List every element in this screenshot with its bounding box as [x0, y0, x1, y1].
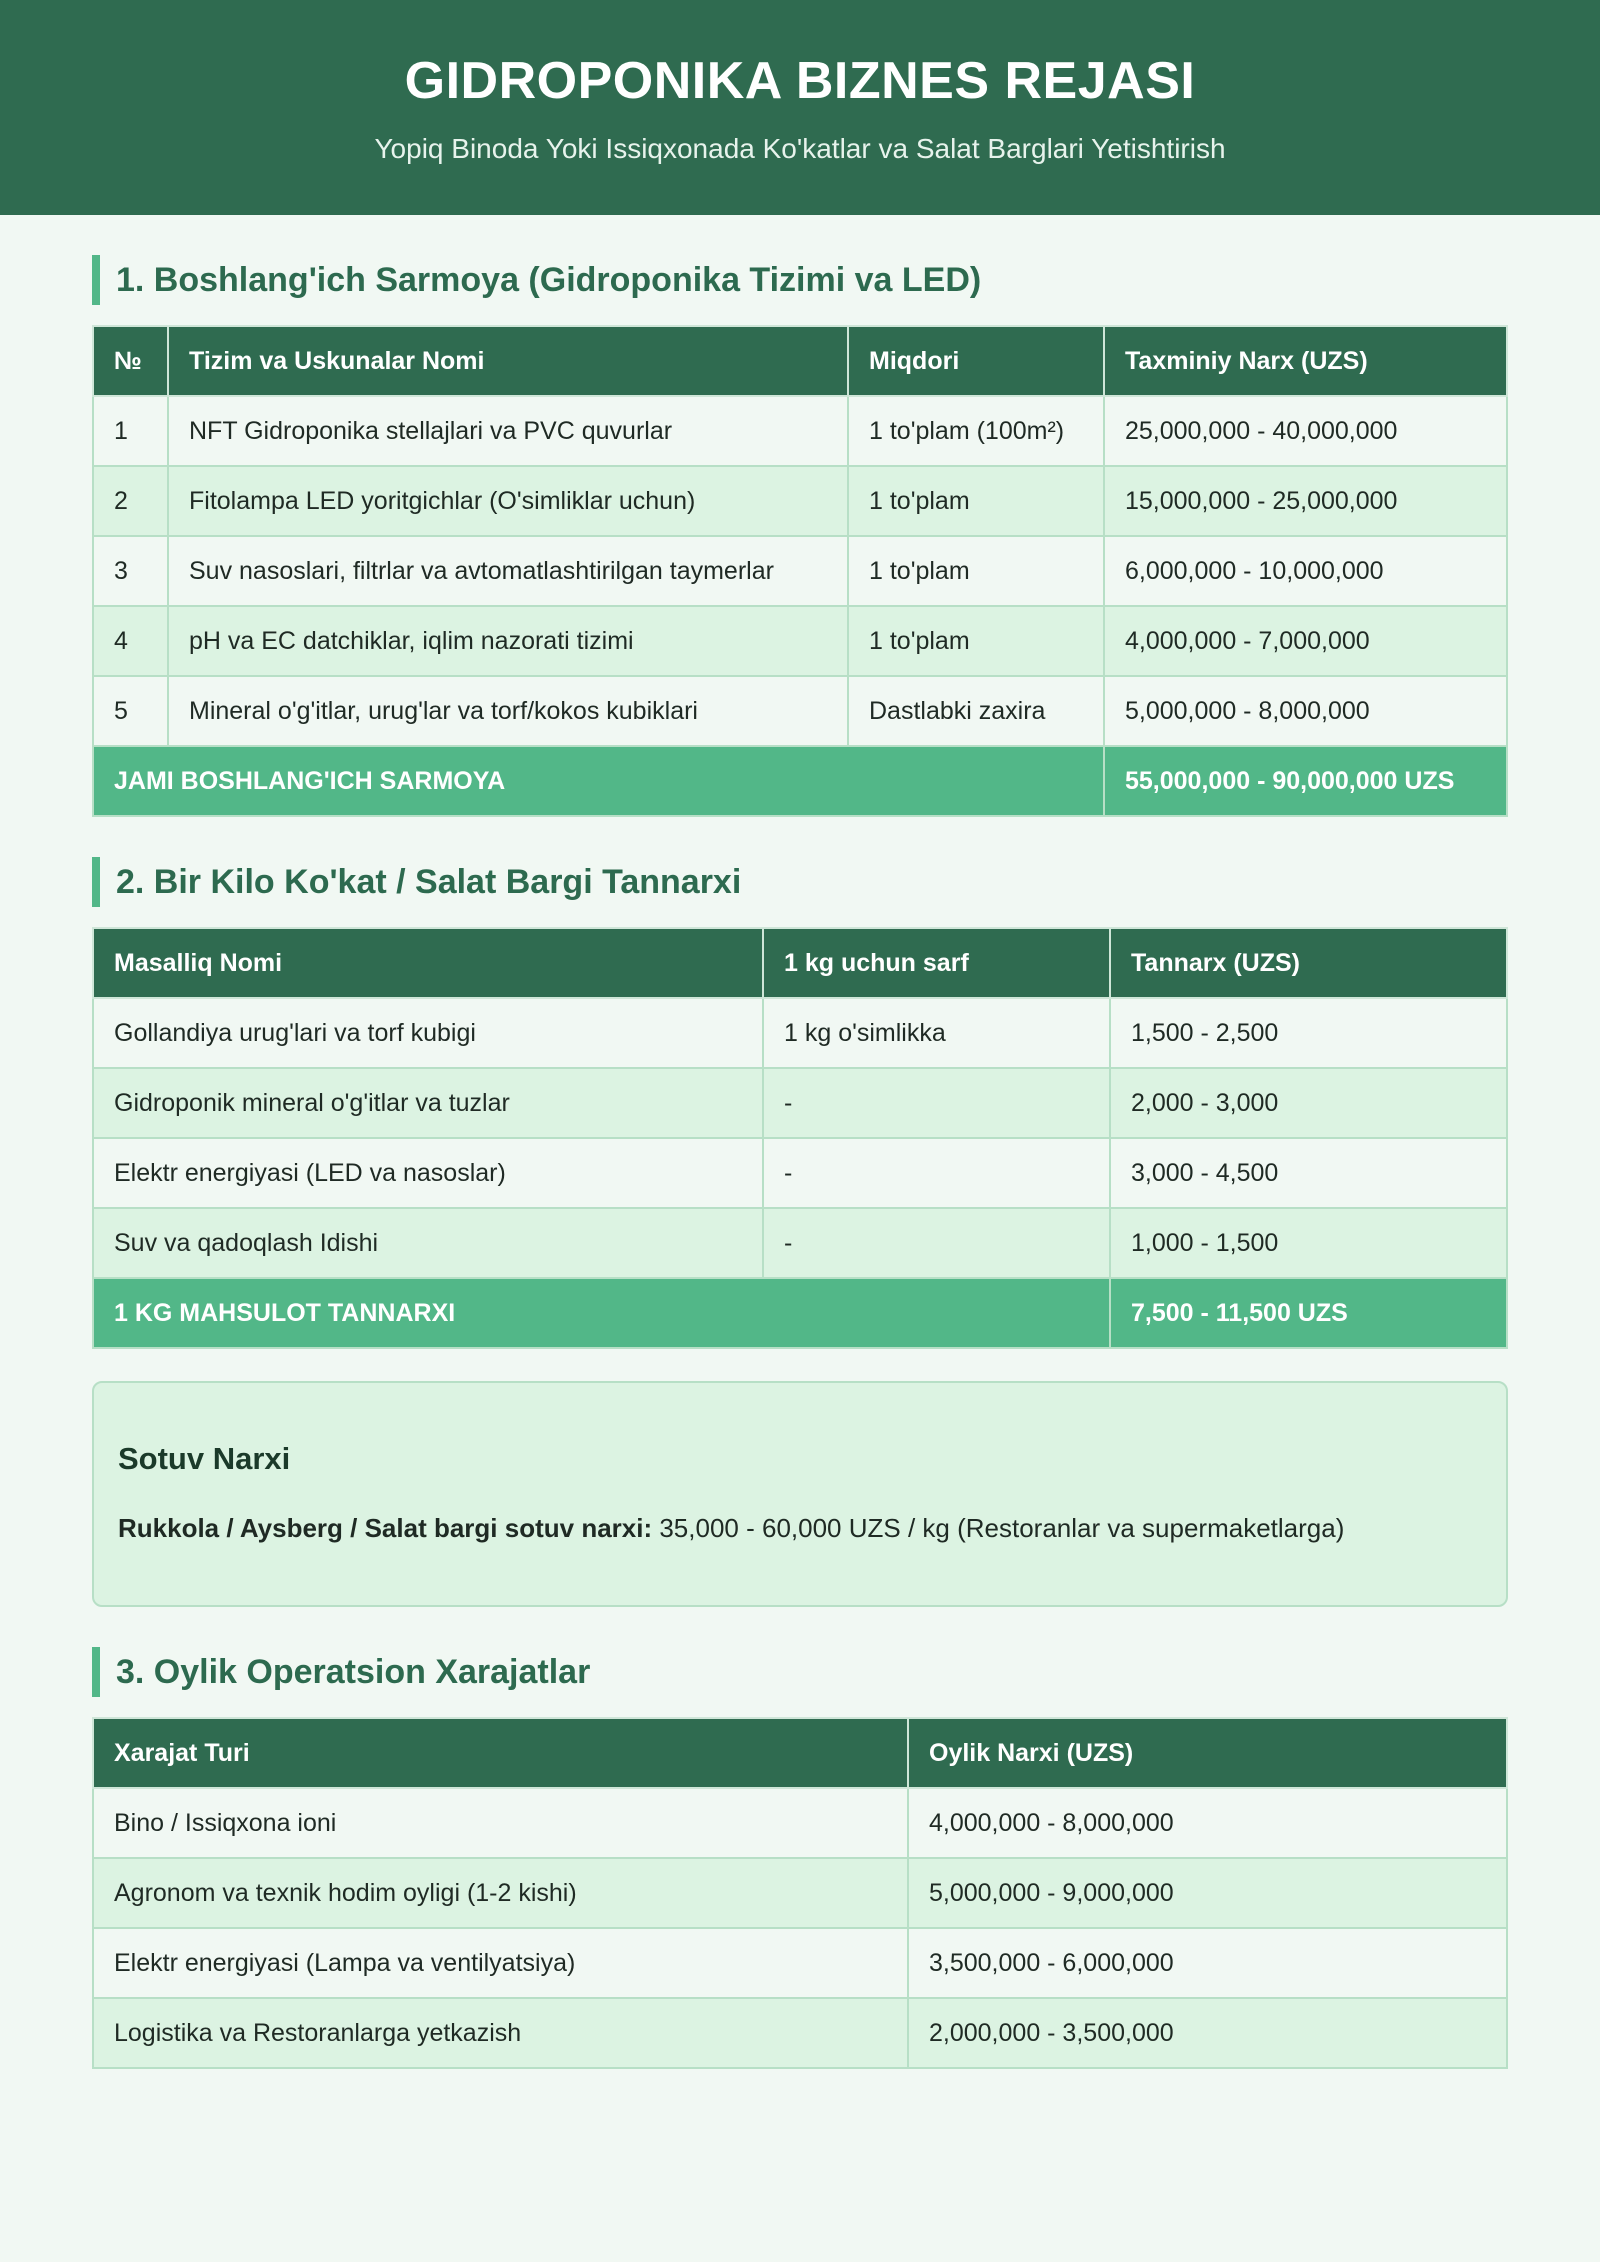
- investment-table: [92, 325, 1508, 817]
- table-row: [93, 536, 1507, 606]
- table-cell: 2: [93, 466, 168, 536]
- table-cell: 6,000,000 - 10,000,000: [1104, 536, 1507, 606]
- total-label: JAMI BOSHLANG'ICH SARMOYA: [93, 746, 1104, 816]
- page-subtitle: Yopiq Binoda Yoki Issiqxonada Ko'katlar va Salat Barglari Yetishtirish: [374, 133, 1226, 164]
- table-cell: Elektr energiyasi (LED va nasoslar): [93, 1138, 763, 1208]
- table-cell: 4: [93, 606, 168, 676]
- table-cell: 1,500 - 2,500: [1110, 998, 1507, 1068]
- table-row: [93, 676, 1507, 746]
- table-cell: 1: [93, 396, 168, 466]
- table-cell: NFT Gidroponika stellajlari va PVC quvurlar: [168, 396, 848, 466]
- table-header-row: [93, 326, 1507, 396]
- table-cell: 4,000,000 - 7,000,000: [1104, 606, 1507, 676]
- table-cell: -: [763, 1138, 1110, 1208]
- table-row: [93, 606, 1507, 676]
- column-header: Masalliq Nomi: [93, 928, 763, 998]
- table-cell: Gollandiya urug'lari va torf kubigi: [93, 998, 763, 1068]
- table-row: [93, 1208, 1507, 1278]
- table-cell: Fitolampa LED yoritgichlar (O'simliklar uchun): [168, 466, 848, 536]
- table-row: [93, 1138, 1507, 1208]
- table-cell: -: [763, 1068, 1110, 1138]
- operating-costs-table: [92, 1717, 1508, 2069]
- column-header: Tizim va Uskunalar Nomi: [168, 326, 848, 396]
- table-cell: Bino / Issiqxona ioni: [93, 1788, 908, 1858]
- table-cell: 25,000,000 - 40,000,000: [1104, 396, 1507, 466]
- table-cell: Agronom va texnik hodim oyligi (1-2 kishi): [93, 1858, 908, 1928]
- table-row: [93, 1068, 1507, 1138]
- page-header: [0, 0, 1600, 215]
- table-cell: Logistika va Restoranlarga yetkazish: [93, 1998, 908, 2068]
- sales-price-title: Sotuv Narxi: [118, 1441, 291, 1476]
- table-cell: 2,000 - 3,000: [1110, 1068, 1507, 1138]
- sales-price-label: Rukkola / Aysberg / Salat bargi sotuv narxi:: [118, 1513, 653, 1543]
- sales-price-box: [92, 1381, 1508, 1607]
- table-cell: Dastlabki zaxira: [848, 676, 1104, 746]
- table-cell: Gidroponik mineral o'g'itlar va tuzlar: [93, 1068, 763, 1138]
- table-cell: 3,500,000 - 6,000,000: [908, 1928, 1507, 1998]
- main-content: [0, 215, 1600, 2069]
- table-cell: 1 to'plam (100m²): [848, 396, 1104, 466]
- table-row: [93, 998, 1507, 1068]
- table-cell: Suv nasoslari, filtrlar va avtomatlashtirilgan taymerlar: [168, 536, 848, 606]
- cost-table: [92, 927, 1508, 1349]
- table-cell: 5,000,000 - 9,000,000: [908, 1858, 1507, 1928]
- table-cell: pH va EC datchiklar, iqlim nazorati tizimi: [168, 606, 848, 676]
- table-row: [93, 1858, 1507, 1928]
- column-header: Tannarx (UZS): [1110, 928, 1507, 998]
- total-row: [93, 1278, 1507, 1348]
- table-row: [93, 1788, 1507, 1858]
- table-cell: 1 to'plam: [848, 466, 1104, 536]
- column-header: Taxminiy Narx (UZS): [1104, 326, 1507, 396]
- total-value: 7,500 - 11,500 UZS: [1110, 1278, 1507, 1348]
- section-title-cost: 2. Bir Kilo Ko'kat / Salat Bargi Tannarxi: [92, 857, 1508, 907]
- total-label: 1 KG MAHSULOT TANNARXI: [93, 1278, 1110, 1348]
- column-header: Xarajat Turi: [93, 1718, 908, 1788]
- table-cell: 3,000 - 4,500: [1110, 1138, 1507, 1208]
- table-cell: Elektr energiyasi (Lampa va ventilyatsiya): [93, 1928, 908, 1998]
- table-header-row: [93, 928, 1507, 998]
- table-cell: Suv va qadoqlash Idishi: [93, 1208, 763, 1278]
- sales-price-value: 35,000 - 60,000 UZS / kg (Restoranlar va supermaketlarga): [652, 1513, 1345, 1543]
- column-header: №: [93, 326, 168, 396]
- table-cell: 1 kg o'simlikka: [763, 998, 1110, 1068]
- table-cell: 2,000,000 - 3,500,000: [908, 1998, 1507, 2068]
- table-header-row: [93, 1718, 1507, 1788]
- table-cell: -: [763, 1208, 1110, 1278]
- table-cell: 4,000,000 - 8,000,000: [908, 1788, 1507, 1858]
- section-title-operating-costs: 3. Oylik Operatsion Xarajatlar: [92, 1647, 1508, 1697]
- table-cell: 5: [93, 676, 168, 746]
- column-header: Miqdori: [848, 326, 1104, 396]
- table-row: [93, 396, 1507, 466]
- column-header: Oylik Narxi (UZS): [908, 1718, 1507, 1788]
- table-cell: 5,000,000 - 8,000,000: [1104, 676, 1507, 746]
- table-cell: 1 to'plam: [848, 536, 1104, 606]
- page-title: GIDROPONIKA BIZNES REJASI: [404, 52, 1196, 110]
- table-row: [93, 1928, 1507, 1998]
- table-cell: Mineral o'g'itlar, urug'lar va torf/kokos kubiklari: [168, 676, 848, 746]
- table-cell: 1 to'plam: [848, 606, 1104, 676]
- total-value: 55,000,000 - 90,000,000 UZS: [1104, 746, 1507, 816]
- total-row: [93, 746, 1507, 816]
- section-title-investment: 1. Boshlang'ich Sarmoya (Gidroponika Tizimi va LED): [92, 255, 1508, 305]
- table-row: [93, 1998, 1507, 2068]
- sales-price-text: [118, 1511, 1482, 1545]
- table-cell: 1,000 - 1,500: [1110, 1208, 1507, 1278]
- table-row: [93, 466, 1507, 536]
- table-cell: 3: [93, 536, 168, 606]
- table-cell: 15,000,000 - 25,000,000: [1104, 466, 1507, 536]
- column-header: 1 kg uchun sarf: [763, 928, 1110, 998]
